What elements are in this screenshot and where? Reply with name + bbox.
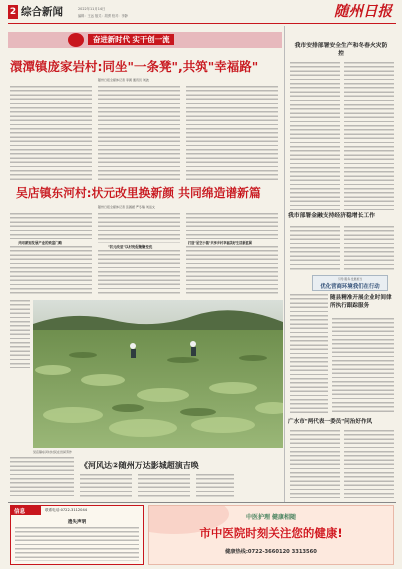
right-headline-3: 随县精准开展企业时间律所执行跟踪服务 <box>330 295 392 309</box>
article1-col1 <box>10 86 92 181</box>
bottom-rule <box>8 502 396 503</box>
side-story-text-2 <box>138 474 190 498</box>
article2-col1b <box>10 246 92 296</box>
ad-line-1: 中医护理 健康相随 <box>245 514 297 521</box>
info-phone: 联系电话:0722-3112044 <box>45 508 88 512</box>
article2-col1 <box>10 213 92 239</box>
article2-col2b <box>98 250 180 296</box>
article1-byline: 随州日报全媒体记者 李朗 通讯员 刘波 <box>98 78 149 82</box>
farm-photo <box>33 300 283 448</box>
right-text-4b <box>344 430 394 498</box>
farm-photo-image <box>33 300 283 448</box>
right-headline-2: 我市部署金融支持经济稳增长工作 <box>288 213 375 219</box>
page-number: 2 <box>9 7 17 17</box>
photo-side-caption <box>10 300 30 368</box>
right-text-2a <box>290 226 340 270</box>
business-env-box-top: 引导·服务·发展担当 <box>337 277 363 281</box>
hospital-ad <box>148 505 394 565</box>
section-label: 综合新闻 <box>21 6 63 18</box>
right-text-1a <box>290 62 340 210</box>
subhead-3: 打造"星空小镇"共享乡村幸福美好生活新蓝图 <box>188 241 252 245</box>
right-text-1b <box>344 62 394 210</box>
campaign-banner <box>8 29 282 51</box>
article2-col3b <box>186 246 278 296</box>
banner-title: 奋进新时代 实干创一流 <box>88 34 174 45</box>
notice-text <box>15 527 139 561</box>
article1-col2 <box>98 86 180 181</box>
business-env-box-title: 优化营商环境我们在行动 <box>320 284 380 290</box>
notice-title: 遗失声明 <box>67 520 87 525</box>
date-line: 2022年11月14日 <box>78 7 106 11</box>
right-text-3a <box>290 294 328 414</box>
info-box <box>10 505 144 565</box>
article2-col2 <box>98 213 180 243</box>
subhead-1: 共同谋划发展产业的致富门路 <box>18 241 63 245</box>
right-text-2b <box>344 226 394 270</box>
masthead: 随州日报 <box>334 3 392 20</box>
business-env-box <box>312 275 388 291</box>
right-headline-4: 广水市"两代表一委员"问治好作风 <box>288 419 373 425</box>
side-story-text-3 <box>196 474 234 498</box>
banner-emblem <box>68 33 84 47</box>
right-headline-1: 我市安排部署安全生产和冬春火灾防控 <box>294 43 388 57</box>
subhead-2: "状元改里"以村宪促聚聚变优 <box>108 245 153 249</box>
header-rule <box>8 23 396 24</box>
article2-col3 <box>186 213 278 239</box>
side-story-text-1 <box>80 474 132 498</box>
article2-headline: 吴店镇东河村:状元改里换新颜 共同绵造谱新篇 <box>16 186 261 200</box>
photo-caption: 吴店镇东河村村民在田间劳作 <box>33 450 73 454</box>
article1-col3 <box>186 86 278 181</box>
article1-headline: 澴潭镇庞家岩村:同坐"一条凳",共筑"幸福路" <box>10 59 259 74</box>
editor-line: 编辑：王远 版式：胡勇 校对：李静 <box>78 14 128 18</box>
info-title: 信息 <box>14 509 26 515</box>
ad-main: 市中医院时刻关注您的健康! <box>199 526 343 540</box>
lower-left-text <box>10 457 74 497</box>
side-story-headline: 《河风达②随州万达影城超演吉唤 <box>80 461 199 470</box>
article2-byline: 随州日报全媒体记者 张圆媛 严冬瑞 刘远文 <box>98 205 155 209</box>
right-text-4a <box>290 430 340 498</box>
page-header <box>8 5 396 23</box>
right-column-divider <box>284 26 285 502</box>
ad-phone: 健康热线:0722-3660120 3313560 <box>225 549 317 555</box>
right-text-3b <box>332 318 394 414</box>
